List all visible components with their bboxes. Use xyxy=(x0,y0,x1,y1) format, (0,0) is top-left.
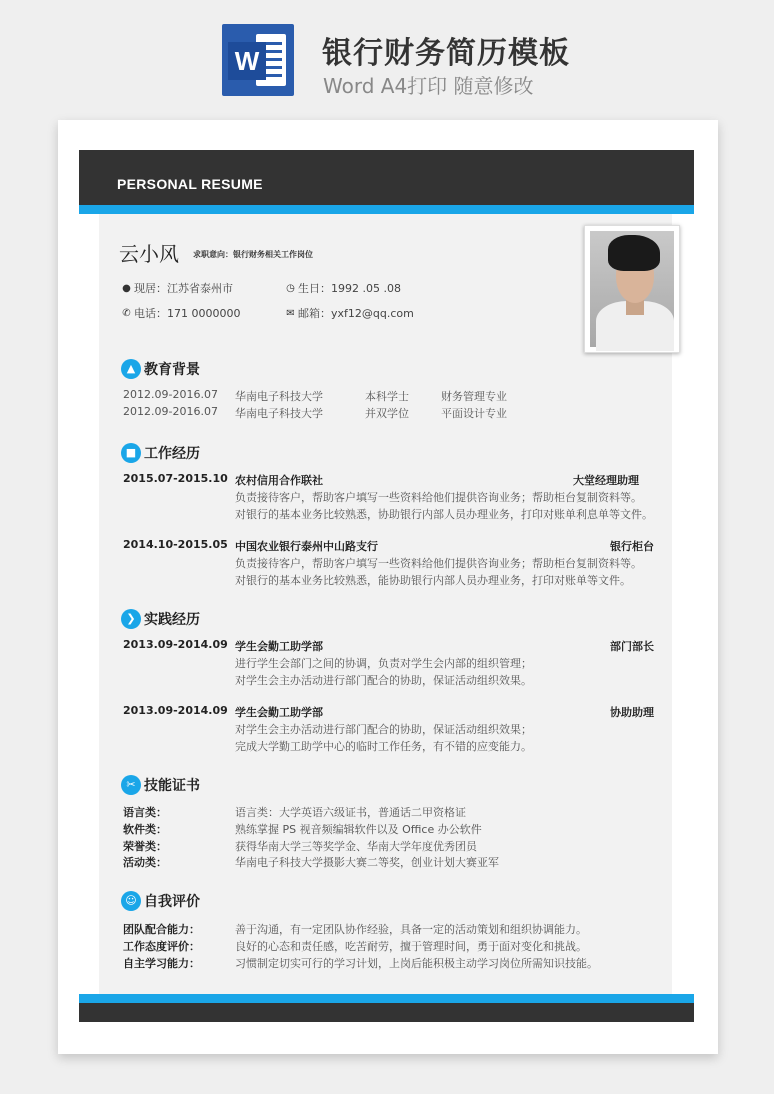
eval-label: 自主学习能力： xyxy=(123,957,200,970)
resume-frame xyxy=(79,150,694,1022)
practice-desc-line: 对学生会主办活动进行部门配合的协助，保证活动组织效果。 xyxy=(235,674,532,687)
accent-line-bottom xyxy=(79,994,694,1003)
work-role: 大堂经理助理 xyxy=(573,474,639,487)
edu-degree: 并双学位 xyxy=(365,407,409,420)
skill-value: 熟练掌握 PS 视音频编辑软件以及 Office 办公软件 xyxy=(235,823,482,836)
work-desc-line: 负责接待客户，帮助客户填写一些资料给他们提供咨询业务；帮助柜台复制资料等。 xyxy=(235,557,642,570)
practice-org: 学生会勤工助学部 xyxy=(235,640,323,653)
info-birthday-text: 生日：1992 .05 .08 xyxy=(298,282,401,295)
resume-header-title: PERSONAL RESUME xyxy=(117,176,263,192)
eval-value: 良好的心态和责任感，吃苦耐劳，擅于管理时间，勇于面对变化和挑战。 xyxy=(235,940,587,953)
resume-footer-bar xyxy=(79,1003,694,1022)
eval-value: 善于沟通，有一定团队协作经验，具备一定的活动策划和组织协调能力。 xyxy=(235,923,587,936)
info-email-text: 邮箱：yxf12@qq.com xyxy=(298,307,414,320)
banner-title: 银行财务简历模板 xyxy=(322,36,570,71)
phone-icon: ✆ xyxy=(122,307,131,319)
candidate-name: 云小风 xyxy=(119,242,179,266)
tools-icon: ✂ xyxy=(121,775,141,795)
word-logo-icon xyxy=(222,24,294,96)
resume-paper xyxy=(58,120,718,1054)
practice-desc-line: 对学生会主办活动进行部门配合的协助，保证活动组织效果； xyxy=(235,723,532,736)
eval-value: 习惯制定切实可行的学习计划，上岗后能积极主动学习岗位所需知识技能。 xyxy=(235,957,598,970)
clock-icon: ◷ xyxy=(286,282,295,294)
edu-degree: 本科学士 xyxy=(365,390,409,403)
section-title: 技能证书 xyxy=(144,778,200,794)
skill-label: 荣誉类： xyxy=(123,840,167,853)
section-title: 工作经历 xyxy=(144,446,200,462)
skill-value: 语言类：大学英语六级证书，普通话二甲资格证 xyxy=(235,806,466,819)
info-birthday xyxy=(285,280,401,296)
skill-label: 语言类： xyxy=(123,806,167,819)
info-location-text: 现居：江苏省泰州市 xyxy=(134,282,233,295)
skill-label: 活动类： xyxy=(123,856,167,869)
practice-role: 协助助理 xyxy=(610,706,654,719)
margin-strip-left xyxy=(79,214,99,994)
work-desc-line: 对银行的基本业务比较熟悉，能协助银行内部人员办理业务，打印对账单等文件。 xyxy=(235,574,631,587)
info-email xyxy=(285,305,414,321)
info-phone xyxy=(121,305,240,321)
info-phone-text: 电话：171 0000000 xyxy=(134,307,241,320)
envelope-icon: ✉ xyxy=(286,307,295,319)
accent-line-top xyxy=(79,205,694,214)
skill-value: 华南电子科技大学摄影大赛二等奖，创业计划大赛亚军 xyxy=(235,856,499,869)
chevron-right-icon: ❯ xyxy=(121,609,141,629)
edu-school: 华南电子科技大学 xyxy=(235,407,323,420)
practice-period: 2013.09-2014.09 xyxy=(123,704,228,717)
section-skills xyxy=(121,775,200,795)
promo-banner xyxy=(0,0,774,112)
section-title: 实践经历 xyxy=(144,612,200,628)
graduation-cap-icon: ▲ xyxy=(121,359,141,379)
section-practice xyxy=(121,609,200,629)
work-org: 农村信用合作联社 xyxy=(235,474,323,487)
edu-period: 2012.09-2016.07 xyxy=(123,405,218,418)
skill-label: 软件类： xyxy=(123,823,167,836)
edu-major: 平面设计专业 xyxy=(441,407,507,420)
work-role: 银行柜台 xyxy=(610,540,654,553)
eval-label: 工作态度评价： xyxy=(123,940,200,953)
edu-school: 华南电子科技大学 xyxy=(235,390,323,403)
profile-photo xyxy=(584,225,680,353)
location-pin-icon: ● xyxy=(122,282,131,294)
person-icon: ☺ xyxy=(121,891,141,911)
banner-subtitle: Word A4打印 随意修改 xyxy=(323,74,534,98)
info-location xyxy=(121,280,233,296)
work-period: 2015.07-2015.10 xyxy=(123,472,228,485)
eval-label: 团队配合能力： xyxy=(123,923,200,936)
work-period: 2014.10-2015.05 xyxy=(123,538,228,551)
section-title: 教育背景 xyxy=(144,362,200,378)
job-intent: 求职意向：银行财务相关工作岗位 xyxy=(193,250,313,259)
section-title: 自我评价 xyxy=(144,894,200,910)
word-logo-letter: W xyxy=(228,42,266,80)
briefcase-icon: ■ xyxy=(121,443,141,463)
resume-header-bar xyxy=(79,150,694,205)
section-self-eval xyxy=(121,891,200,911)
practice-desc-line: 完成大学勤工助学中心的临时工作任务，有不错的应变能力。 xyxy=(235,740,532,753)
work-desc-line: 负责接待客户，帮助客户填写一些资料给他们提供咨询业务；帮助柜台复制资料等。 xyxy=(235,491,642,504)
skill-value: 获得华南大学三等奖学金、华南大学年度优秀团员 xyxy=(235,840,477,853)
work-desc-line: 对银行的基本业务比较熟悉，协助银行内部人员办理业务，打印对账单利息单等文件。 xyxy=(235,508,653,521)
section-work xyxy=(121,443,200,463)
edu-major: 财务管理专业 xyxy=(441,390,507,403)
edu-period: 2012.09-2016.07 xyxy=(123,388,218,401)
practice-desc-line: 进行学生会部门之间的协调，负责对学生会内部的组织管理； xyxy=(235,657,532,670)
practice-role: 部门部长 xyxy=(610,640,654,653)
work-org: 中国农业银行泰州中山路支行 xyxy=(235,540,378,553)
practice-period: 2013.09-2014.09 xyxy=(123,638,228,651)
section-education xyxy=(121,359,200,379)
practice-org: 学生会勤工助学部 xyxy=(235,706,323,719)
